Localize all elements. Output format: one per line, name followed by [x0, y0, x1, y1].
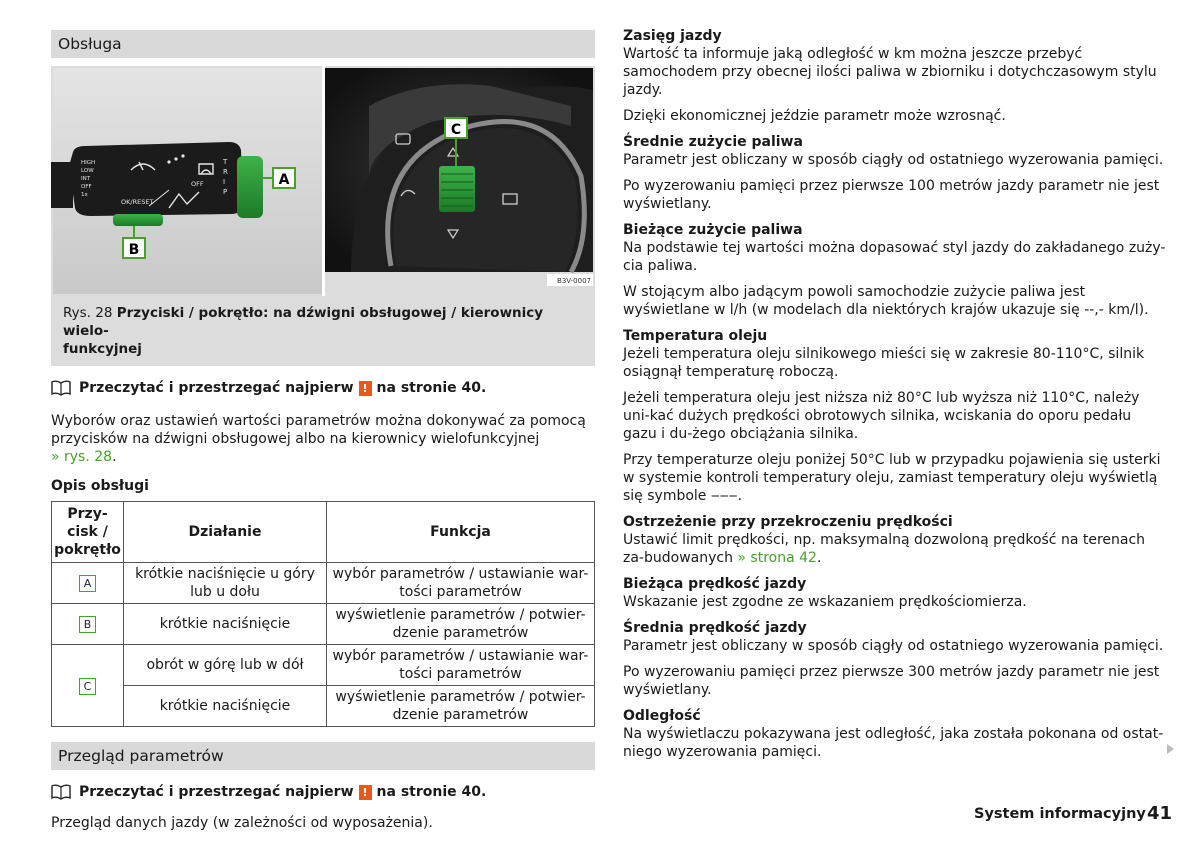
heading-srednia-predkosc: Średnia prędkość jazdy — [623, 620, 807, 636]
paragraph: Po wyzerowaniu pamięci przez pierwsze 300 metrów jazdy parametr nie jest wyświetlany. — [623, 664, 1160, 698]
table-row — [52, 563, 595, 604]
heading-biezace-zuzycie: Bieżące zużycie paliwa — [623, 222, 803, 238]
svg-text:P: P — [223, 188, 228, 196]
stalk-mode-high: HIGH — [81, 160, 96, 166]
row-action: obrót w górę lub w dół — [124, 645, 327, 686]
read-note-text: Przeczytać i przestrzegać najpierw — [79, 784, 354, 800]
paragraph: Wskazanie jest zgodne ze wskazaniem prędkościomierza. — [623, 594, 1027, 610]
callout-b: B — [128, 242, 140, 258]
key-c-badge: C — [79, 678, 96, 695]
header-function: Funkcja — [327, 502, 595, 563]
read-note-page[interactable]: na stronie 40. — [376, 380, 487, 396]
figure-illustration — [51, 66, 595, 296]
footer-chapter-title: System informacyjny — [974, 806, 1146, 822]
heading-temperatura-oleju: Temperatura oleju — [623, 328, 768, 344]
paragraph: Na wyświetlaczu pokazywana jest odległość, jaka została pokonana od ostat-niego wyzerowania pamięci. — [623, 726, 1164, 760]
heading-zasieg: Zasięg jazdy — [623, 28, 722, 44]
row-action: krótkie naciśnięcie — [124, 686, 327, 727]
heading-odleglosc: Odległość — [623, 708, 701, 724]
figure-code: B3V-0007 — [557, 277, 591, 285]
intro-line-2: przycisków na dźwigni obsługowej albo na kierownicy wielofunkcyjnej — [51, 431, 540, 447]
right-column — [623, 28, 1168, 761]
roller-wheel — [439, 166, 475, 212]
paragraph: Jeżeli temperatura oleju silnikowego mieści się w zakresie 80-110°C, silnik osiągnął temperaturę roboczą. — [623, 346, 1145, 380]
table-row — [52, 604, 595, 645]
paragraph: Na podstawie tej wartości można dopasować styl jazdy do zakładanego zuży-cia paliwa. — [623, 240, 1166, 274]
intro-end: . — [112, 449, 117, 465]
figure-link[interactable]: » rys. 28 — [51, 449, 113, 465]
figure-caption — [51, 296, 595, 366]
row-function: wyświetlenie parametrów / potwier-dzenie parametrów — [327, 604, 595, 645]
table-row — [52, 645, 595, 686]
paragraph: W stojącym albo jadącym powoli samochodzie zużycie paliwa jest wyświetlane w l/h (w modelach dla niektórych krajów ukazuje się --,- km/l). — [623, 284, 1149, 318]
row-action: krótkie naciśnięcie u góry lub u dołu — [124, 563, 327, 604]
read-note-1 — [51, 380, 595, 396]
table-title: Opis obsługi — [51, 478, 149, 494]
row-function: wyświetlenie parametrów / potwier-dzenie parametrów — [327, 686, 595, 727]
page-link[interactable]: » strona 42 — [737, 550, 817, 566]
key-b-badge: B — [79, 616, 96, 633]
svg-text:I: I — [223, 178, 226, 186]
stalk-mode-int: INT — [81, 176, 91, 182]
table-header-row — [52, 502, 595, 563]
overview-paragraph: Przegląd danych jazdy (w zależności od wyposażenia). — [51, 815, 433, 831]
stalk-mode-off: OFF — [81, 184, 92, 190]
page-number: 41 — [1147, 803, 1173, 824]
stalk-off-label: OFF — [191, 180, 204, 188]
figure-28 — [51, 66, 595, 296]
read-note-page[interactable]: na stronie 40. — [376, 784, 487, 800]
stalk-mode-1x: 1x — [81, 192, 88, 198]
heading-srednie-zuzycie: Średnie zużycie paliwa — [623, 134, 803, 150]
paragraph: Przy temperaturze oleju poniżej 50°C lub w przypadku pojawienia się usterki w systemie kontroli temperatury oleju, zamiast temperatury oleju wyświetlą się symbole ‒‒‒. — [623, 452, 1161, 504]
warning-icon: ! — [359, 381, 372, 396]
section-heading-obsluga: Obsługa — [51, 30, 595, 58]
header-key: Przy- cisk / pokrętło — [52, 502, 124, 563]
paragraph: Parametr jest obliczany w sposób ciągły od ostatniego wyzerowania pamięci. — [623, 638, 1164, 654]
heading-biezaca-predkosc: Bieżąca prędkość jazdy — [623, 576, 807, 592]
book-icon — [51, 784, 71, 800]
row-function: wybór parametrów / ustawianie war-tości parametrów — [327, 645, 595, 686]
row-action: krótkie naciśnięcie — [124, 604, 327, 645]
heading-ostrzezenie: Ostrzeżenie przy przekroczeniu prędkości — [623, 514, 953, 530]
paragraph: Jeżeli temperatura oleju jest niższa niż 80°C lub wyższa niż 110°C, należy uni-kać dużych prędkości obrotowych silnika, wciskania do oporu pedału gazu i du-żego obciążania silnika. — [623, 390, 1140, 442]
paragraph: Parametr jest obliczany w sposób ciągły od ostatniego wyzerowania pamięci. — [623, 152, 1164, 168]
left-column — [51, 30, 595, 832]
book-icon — [51, 380, 71, 396]
row-function: wybór parametrów / ustawianie war-tości parametrów — [327, 563, 595, 604]
paragraph: Dzięki ekonomicznej jeździe parametr może wzrosnąć. — [623, 108, 1006, 124]
paragraph: Po wyzerowaniu pamięci przez pierwsze 100 metrów jazdy parametr nie jest wyświetlany. — [623, 178, 1160, 212]
table-row — [52, 686, 595, 727]
callout-a: A — [278, 172, 290, 188]
svg-text:R: R — [223, 168, 228, 176]
section-heading-przeglad: Przegląd parametrów — [51, 742, 595, 770]
key-a-badge: A — [79, 575, 96, 592]
caption-prefix: Rys. 28 — [63, 305, 113, 321]
paragraph-end: . — [816, 550, 822, 566]
paragraph: Wartość ta informuje jaką odległość w km można jeszcze przebyć samochodem przy obecnej ilości paliwa w zbiorniku i dotychczasowym stylu jazdy. — [623, 46, 1157, 98]
read-note-text: Przeczytać i przestrzegać najpierw — [79, 380, 354, 396]
paragraph — [623, 531, 1168, 567]
stalk-reset-label: OK/RESET — [121, 198, 154, 206]
operation-table — [51, 501, 595, 727]
caption-text-2: funkcyjnej — [63, 341, 142, 357]
header-action: Działanie — [124, 502, 327, 563]
callout-c: C — [450, 122, 462, 138]
caption-text: Przyciski / pokrętło: na dźwigni obsługowej / kierownicy wielo- — [63, 305, 544, 339]
intro-paragraph — [51, 412, 595, 466]
warning-icon: ! — [359, 785, 372, 800]
svg-text:T: T — [223, 158, 228, 166]
read-note-2 — [51, 784, 595, 800]
stalk-mode-low: LOW — [81, 168, 94, 174]
paragraph-text: Ustawić limit prędkości, np. maksymalną dozwoloną prędkość na terenach za-budowanych — [623, 532, 1146, 566]
continue-arrow-icon — [1167, 744, 1174, 754]
intro-line-1: Wyborów oraz ustawień wartości parametrów można dokonywać za pomocą — [51, 413, 586, 429]
